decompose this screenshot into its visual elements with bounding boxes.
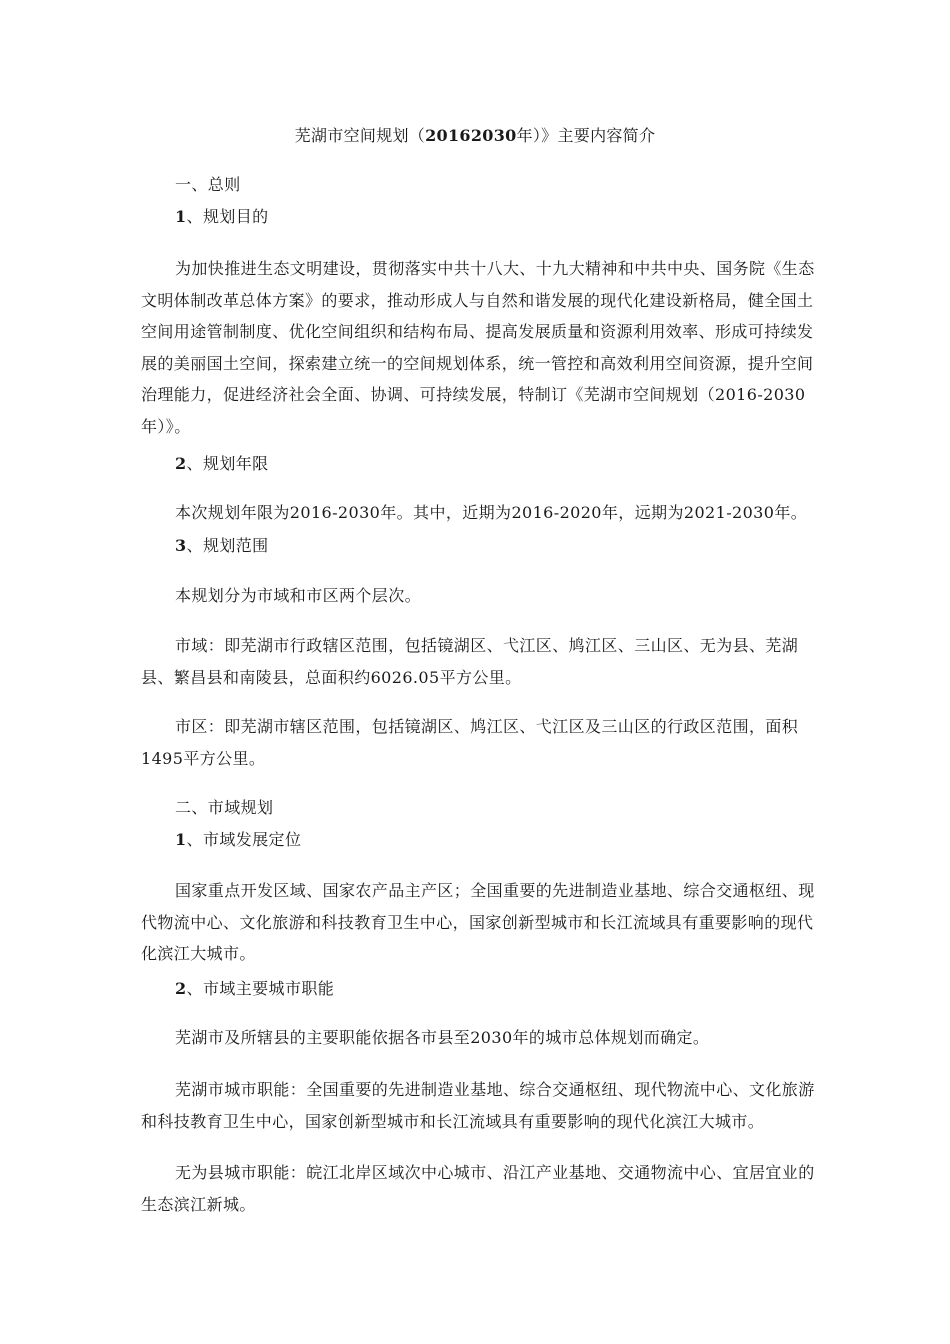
- section-1-1-heading: [175, 205, 269, 229]
- section-1-2-title: 、规划年限: [186, 454, 269, 473]
- section-2-2-body-wuhu-functions: 芜湖市城市职能：全国重要的先进制造业基地、综合交通枢纽、现代物流中心、文化旅游和科技教育卫生中心，国家创新型城市和长江流域具有重要影响的现代化滨江大城市。: [141, 1080, 815, 1131]
- section-1-3-heading: [175, 534, 269, 558]
- section-2-2-body-wuwei-functions: 无为县城市职能：皖江北岸区域次中心城市、沿江产业基地、交通物流中心、宜居宜业的生态滨江新城。: [141, 1163, 815, 1214]
- title-years: 20162030: [425, 126, 517, 145]
- section-2-2-heading: [175, 977, 334, 1001]
- section-1-3-body-city-area: 市域：即芜湖市行政辖区范围，包括镜湖区、弋江区、鸠江区、三山区、无为县、芜湖县、繁昌县和南陵县，总面积约6026.05平方公里。: [141, 636, 799, 687]
- section-1-2-number: 2: [175, 454, 187, 473]
- title-prefix: 芜湖市空间规划（: [294, 126, 426, 145]
- section-1-2-body: 本次规划年限为2016-2030年。其中，近期为2016-2020年，远期为2021-2030年。: [175, 503, 808, 522]
- section-1-3-title: 、规划范围: [186, 536, 269, 555]
- section-1-1-number: 1: [175, 207, 187, 226]
- section-2-2-body-basis: 芜湖市及所辖县的主要职能依据各市县至2030年的城市总体规划而确定。: [175, 1028, 710, 1047]
- section-1-heading: 一、总则: [175, 175, 241, 194]
- section-1-3-body-levels: 本规划分为市域和市区两个层次。: [175, 586, 422, 605]
- section-2-heading: 二、市域规划: [175, 798, 274, 817]
- title-suffix: 年）》主要内容简介: [516, 126, 656, 145]
- section-2-1-heading: [175, 828, 301, 852]
- section-1-3-body-urban-area: 市区：即芜湖市辖区范围，包括镜湖区、鸠江区、弋江区及三山区的行政区范围，面积1495平方公里。: [141, 717, 799, 768]
- document-title: [0, 124, 950, 148]
- section-1-2-heading: [175, 452, 269, 476]
- section-1-1-title: 、规划目的: [186, 207, 269, 226]
- section-1-1-body: 为加快推进生态文明建设，贯彻落实中共十八大、十九大精神和中共中央、国务院《生态文明体制改革总体方案》的要求，推动形成人与自然和谐发展的现代化建设新格局，健全国土空间用途管制制度、优化空间组织和结构布局、提高发展质量和资源利用效率、形成可持续发展的美丽国土空间，探索建立统一的空间规划体系，统一管控和高效利用空间资源，提升空间治理能力，促进经济社会全面、协调、可持续发展，特制订《芜湖市空间规划（2016-2030年）》。: [141, 259, 815, 436]
- section-2-1-number: 1: [175, 830, 187, 849]
- section-2-1-title: 、市域发展定位: [186, 830, 302, 849]
- section-2-2-title: 、市域主要城市职能: [186, 979, 335, 998]
- section-2-2-number: 2: [175, 979, 187, 998]
- section-2-1-body: 国家重点开发区域、国家农产品主产区；全国重要的先进制造业基地、综合交通枢纽、现代物流中心、文化旅游和科技教育卫生中心，国家创新型城市和长江流域具有重要影响的现代化滨江大城市。: [141, 881, 815, 963]
- section-1-3-number: 3: [175, 536, 187, 555]
